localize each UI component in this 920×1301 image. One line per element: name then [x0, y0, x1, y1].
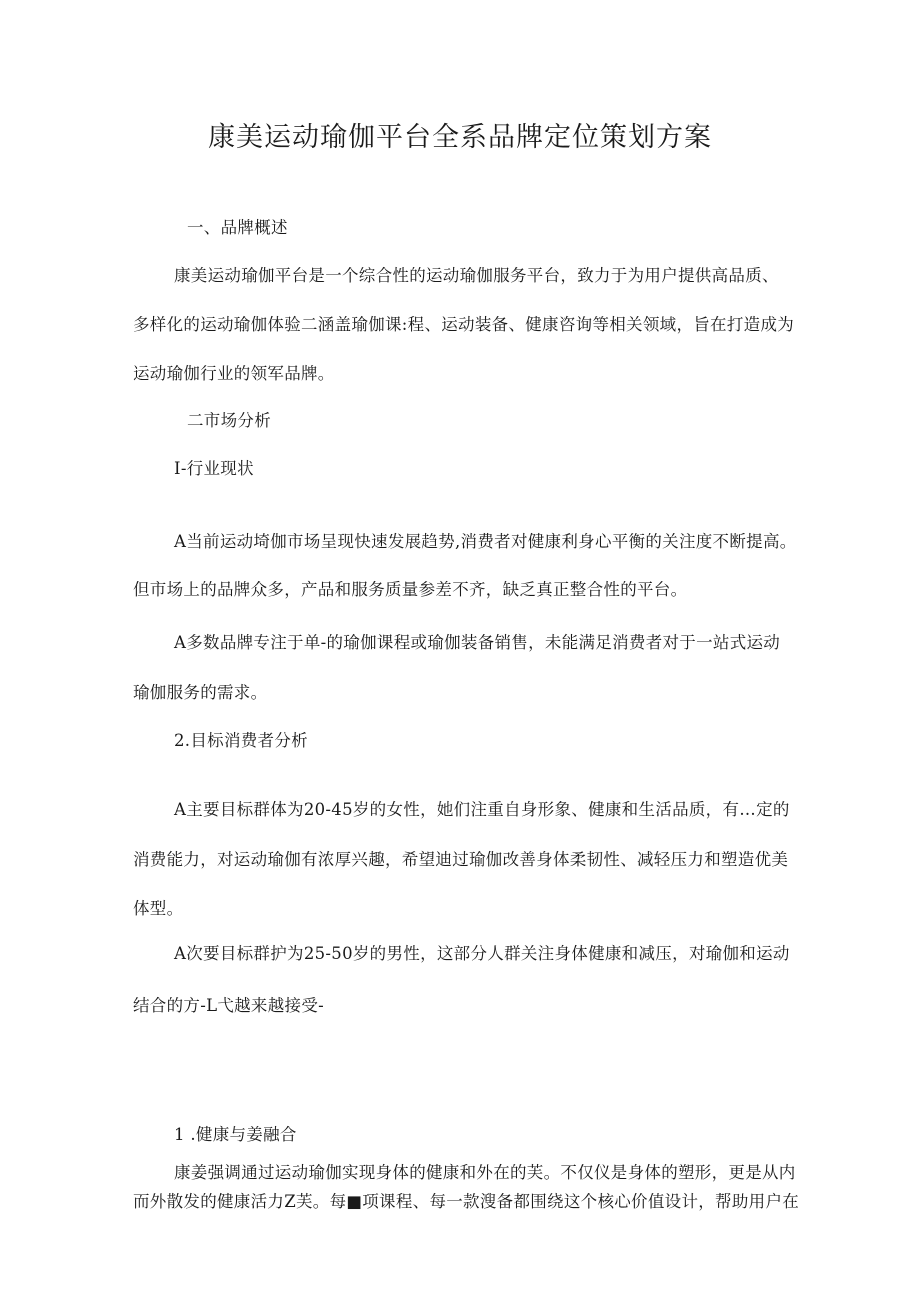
paragraph-line: A次要目标群护为25-50岁的男性，这部分人群关注身体健康和减压，对瑜伽和运动 — [174, 944, 790, 963]
paragraph-line: A多数品牌专注于单-的瑜伽课程或瑜伽装备销售，未能满足消费者对于一站式运动 — [174, 633, 781, 652]
paragraph-line: 体型。 — [133, 899, 184, 918]
paragraph-line: 但市场上的品牌众多，产品和服务质量参差不齐，缺乏真正整合性的平台。 — [133, 580, 688, 599]
paragraph-line: 多样化的运动瑜伽体验二涵盖瑜伽课:程、运动装备、健康咨询等相关领域，旨在打造成为 — [133, 315, 795, 334]
paragraph-line: 消费能力，对运动瑜伽有浓厚兴趣，希望迪过瑜伽改善身体柔韧性、减轻压力和塑造优美 — [133, 850, 789, 869]
paragraph-line: A主要目标群体为20-45岁的女性，她们注重自身形象、健康和生活品质，有…定的 — [174, 800, 790, 819]
paragraph-line: 结合的方-L弋越来越接受- — [133, 996, 325, 1015]
paragraph-line: 而外散发的健康活力Z芙。每■项课程、每一款溲备都围绕这个核心价值设计，帮助用户在 — [133, 1192, 800, 1211]
document-title: 康美运动瑜伽平台全系品牌定位策划方案 — [208, 122, 712, 153]
paragraph-line: 瑜伽服务的需求。 — [133, 683, 268, 702]
subsection-heading-target-consumers: 2.目标消费者分析 — [174, 731, 308, 750]
paragraph-line: A当前运动埼伽市场呈现快速发展趋势,消费者对健康利身心平衡的关注度不断提高。 — [174, 532, 797, 551]
paragraph-line: 康姜强调通过运动瑜伽实现身体的健康和外在的芙。不仅仪是身体的塑形，更是从内 — [174, 1163, 796, 1182]
paragraph-line: 运动瑜伽行业的领军品牌。 — [133, 364, 335, 383]
subsection-heading-industry-status: I-行业现状 — [174, 459, 254, 478]
section-heading-brand-overview: 一、品牌概述 — [187, 218, 288, 237]
section-heading-health-beauty: 1 .健康与姜融合 — [174, 1125, 297, 1144]
section-heading-market-analysis: 二市场分析 — [187, 411, 271, 430]
paragraph-line: 康美运动瑜伽平台是一个综合性的运动瑜伽服务平台，致力于为用户提供高品质、 — [174, 266, 779, 285]
